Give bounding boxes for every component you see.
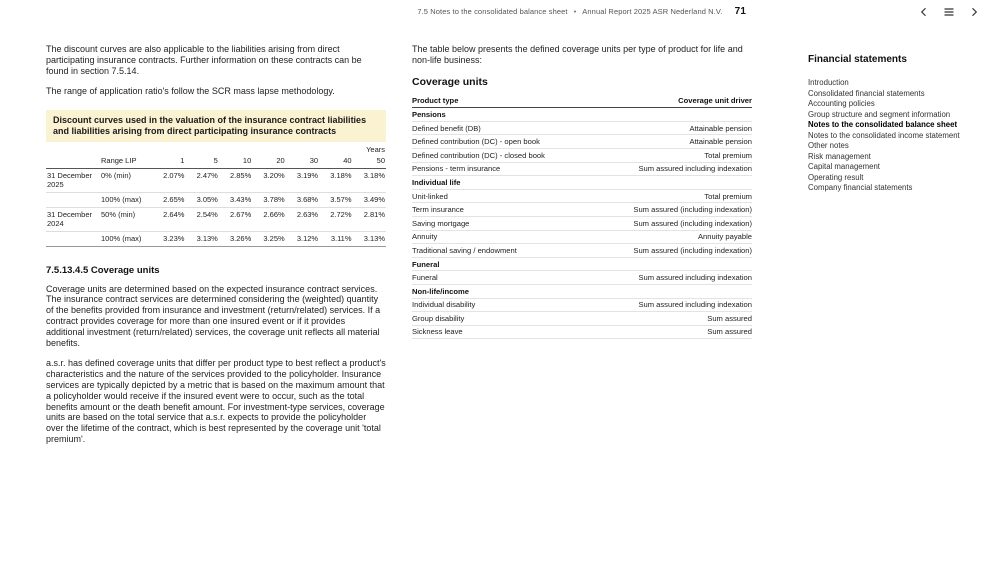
range-lip-header: Range LIP <box>100 154 152 169</box>
chevron-right-icon[interactable] <box>966 4 981 19</box>
coverage-table-row <box>412 162 752 176</box>
coverage-table-row <box>412 189 752 203</box>
coverage-section-row <box>412 176 752 190</box>
coverage-product-cell: Sickness leave <box>412 325 592 339</box>
coverage-section-label: Individual life <box>412 176 752 190</box>
curves-years-row <box>46 142 386 154</box>
coverage-table-row <box>412 203 752 217</box>
sidebar-item-consolidated-financial-statements[interactable]: Consolidated financial statements <box>808 88 925 98</box>
coverage-table-intro: The table below presents the defined coverage units per type of product for life and non-life business: <box>412 44 743 65</box>
curves-year-column-header: 20 <box>252 154 285 169</box>
curves-date-cell: 31 December 2024 <box>46 207 100 231</box>
curves-year-column-header: 40 <box>319 154 352 169</box>
curves-range-cell: 100% (max) <box>100 231 152 246</box>
chapter-title: 7.5 Notes to the consolidated balance sheet <box>417 7 568 16</box>
curves-value-cell: 2.47% <box>185 168 218 192</box>
right-column <box>412 44 752 339</box>
curves-range-cell: 0% (min) <box>100 168 152 192</box>
discount-curves-paragraph: The discount curves are also applicable to the liabilities arising from direct participating insurance contracts. Further information on these contracts can be found in section 7.5.14. <box>46 44 362 76</box>
coverage-product-cell: Defined contribution (DC) - closed book <box>412 148 592 162</box>
empty-cell <box>46 142 152 154</box>
sidebar-item-accounting-policies[interactable]: Accounting policies <box>808 99 875 108</box>
coverage-head-row <box>412 95 752 108</box>
coverage-table-row <box>412 216 752 230</box>
discount-curves-table <box>46 142 386 247</box>
coverage-product-cell: Defined benefit (DB) <box>412 121 592 135</box>
curves-value-cell: 3.13% <box>185 231 218 246</box>
curves-head-row <box>46 154 386 169</box>
separator-bullet: • <box>573 7 577 16</box>
curves-value-cell: 2.65% <box>152 192 185 207</box>
curves-body <box>46 168 386 246</box>
curves-date-cell: 31 December 2025 <box>46 168 100 192</box>
curves-value-cell: 3.23% <box>152 231 185 246</box>
curves-year-column-header: 1 <box>152 154 185 169</box>
coverage-section-row <box>412 257 752 271</box>
coverage-body <box>412 108 752 339</box>
sidebar-item-risk-management[interactable]: Risk management <box>808 151 871 161</box>
curves-value-cell: 3.57% <box>319 192 352 207</box>
years-label: Years <box>366 144 385 154</box>
sidebar-item-notes-to-the-consolidated-income-statement[interactable]: Notes to the consolidated income statement <box>808 130 960 140</box>
coverage-driver-cell: Sum assured <box>592 325 752 339</box>
page-number: 71 <box>734 6 746 17</box>
page-navigation <box>916 4 981 19</box>
curves-date-cell <box>46 231 100 246</box>
coverage-driver-cell: Sum assured including indexation <box>592 271 752 285</box>
curves-value-cell: 2.07% <box>152 168 185 192</box>
chevron-left-icon[interactable] <box>916 4 931 19</box>
curves-table-caption: Discount curves used in the valuation of the insurance contract liabilities and liabilities arising from direct participating insurance contracts <box>46 110 386 142</box>
curves-year-column-header: 5 <box>185 154 218 169</box>
curves-value-cell: 3.18% <box>319 168 352 192</box>
coverage-table-row <box>412 121 752 135</box>
sidebar-item-other-notes[interactable]: Other notes <box>808 141 849 150</box>
curves-table-row <box>46 192 386 207</box>
coverage-table-row <box>412 271 752 285</box>
product-type-header: Product type <box>412 95 592 108</box>
coverage-product-cell: Defined contribution (DC) - open book <box>412 135 592 149</box>
sidebar-item-capital-management[interactable]: Capital management <box>808 162 880 171</box>
coverage-product-cell: Individual disability <box>412 298 592 312</box>
sidebar-item-notes-to-the-consolidated-balance-sheet[interactable]: Notes to the consolidated balance sheet <box>808 120 958 129</box>
coverage-driver-cell: Total premium <box>592 189 752 203</box>
curves-value-cell: 2.66% <box>252 207 285 231</box>
coverage-product-cell: Pensions - term insurance <box>412 162 592 176</box>
curves-year-column-header: 30 <box>286 154 319 169</box>
curves-table-row <box>46 231 386 246</box>
coverage-section-row <box>412 108 752 122</box>
coverage-table-row <box>412 298 752 312</box>
curves-value-cell: 2.64% <box>152 207 185 231</box>
curves-range-cell: 100% (max) <box>100 192 152 207</box>
empty-cell <box>46 154 100 169</box>
coverage-unit-driver-header: Coverage unit driver <box>592 95 752 108</box>
curves-value-cell: 3.68% <box>286 192 319 207</box>
coverage-driver-cell: Attainable pension <box>592 121 752 135</box>
left-column <box>46 44 386 455</box>
coverage-driver-cell: Sum assured (including indexation) <box>592 216 752 230</box>
coverage-section-label: Funeral <box>412 257 752 271</box>
curves-date-cell <box>46 192 100 207</box>
sidebar-item-company-financial-statements[interactable]: Company financial statements <box>808 183 913 192</box>
curves-value-cell: 3.12% <box>286 231 319 246</box>
coverage-driver-cell: Sum assured including indexation <box>592 298 752 312</box>
curves-value-cell: 3.43% <box>219 192 252 207</box>
coverage-product-cell: Unit-linked <box>412 189 592 203</box>
curves-value-cell: 3.78% <box>252 192 285 207</box>
coverage-driver-cell: Annuity payable <box>592 230 752 244</box>
coverage-product-cell: Traditional saving / endowment <box>412 244 592 258</box>
curves-table-row <box>46 207 386 231</box>
sidebar-item-operating-result[interactable]: Operating result <box>808 172 864 182</box>
coverage-table-title: Coverage units <box>412 75 488 88</box>
sidebar-item-group-structure-and-segment-information[interactable]: Group structure and segment information <box>808 109 951 119</box>
report-title: Annual Report 2025 ASR Nederland N.V. <box>582 7 723 16</box>
subsection-heading: 7.5.13.4.5 Coverage units <box>46 264 160 276</box>
menu-icon[interactable] <box>941 4 956 19</box>
coverage-driver-cell: Attainable pension <box>592 135 752 149</box>
sidebar-title: Financial statements <box>808 54 907 65</box>
curves-value-cell: 2.67% <box>219 207 252 231</box>
coverage-product-cell: Annuity <box>412 230 592 244</box>
curves-value-cell: 3.20% <box>252 168 285 192</box>
coverage-units-paragraph-1: Coverage units are determined based on the expected insurance contract services. The insurance contract services are determined considering the (weighted) quantity of the benefits provided from insurance and investment (return/related) services. If a contract provides coverage for more than one insured event or if it provides additional investment (return/related) services, the coverage unit reflects all material benefits. <box>46 283 381 348</box>
curves-value-cell: 3.25% <box>252 231 285 246</box>
financial-statements-sidebar <box>808 54 994 194</box>
coverage-section-label: Pensions <box>412 108 752 122</box>
curves-value-cell: 3.05% <box>185 192 218 207</box>
sidebar-item-introduction[interactable]: Introduction <box>808 78 849 87</box>
coverage-product-cell: Funeral <box>412 271 592 285</box>
curves-value-cell: 2.81% <box>353 207 386 231</box>
coverage-driver-cell: Sum assured <box>592 312 752 326</box>
curves-year-column-header: 50 <box>353 154 386 169</box>
coverage-table-row <box>412 148 752 162</box>
curves-value-cell: 3.18% <box>353 168 386 192</box>
coverage-driver-cell: Sum assured (including indexation) <box>592 203 752 217</box>
coverage-table-row <box>412 325 752 339</box>
curves-table-row <box>46 168 386 192</box>
curves-year-column-header: 10 <box>219 154 252 169</box>
curves-value-cell: 3.13% <box>353 231 386 246</box>
coverage-units-table <box>412 95 752 340</box>
application-ratio-paragraph: The range of application ratio's follow the SCR mass lapse methodology. <box>46 86 335 97</box>
coverage-product-cell: Term insurance <box>412 203 592 217</box>
coverage-driver-cell: Sum assured (including indexation) <box>592 244 752 258</box>
coverage-driver-cell: Sum assured including indexation <box>592 162 752 176</box>
curves-value-cell: 3.26% <box>219 231 252 246</box>
sidebar-list <box>808 78 994 194</box>
curves-value-cell: 2.54% <box>185 207 218 231</box>
curves-value-cell: 3.49% <box>353 192 386 207</box>
curves-value-cell: 3.11% <box>319 231 352 246</box>
coverage-table-row <box>412 230 752 244</box>
curves-value-cell: 2.63% <box>286 207 319 231</box>
coverage-table-row <box>412 312 752 326</box>
coverage-product-cell: Group disability <box>412 312 592 326</box>
coverage-table-row <box>412 135 752 149</box>
coverage-table-row <box>412 244 752 258</box>
curves-value-cell: 3.19% <box>286 168 319 192</box>
coverage-section-row <box>412 284 752 298</box>
breadcrumb <box>0 6 746 17</box>
coverage-units-paragraph-2: a.s.r. has defined coverage units that differ per product type to best reflect a product's characteristics and the nature of the services provided to the policyholder. Insurance services are typically depicted by a metric that is based on the maximum amount that a policyholder would receive if the insured event were to occur, such as the total benefits amount or the death benefit amount. For investment-type services, coverage units are based on the total service that a.s.r. expects to provide the policyholder over the lifetime of the contract, which is best represented by the coverage unit 'total premium'. <box>46 358 386 445</box>
curves-range-cell: 50% (min) <box>100 207 152 231</box>
curves-value-cell: 2.72% <box>319 207 352 231</box>
curves-value-cell: 2.85% <box>219 168 252 192</box>
coverage-driver-cell: Total premium <box>592 148 752 162</box>
coverage-product-cell: Saving mortgage <box>412 216 592 230</box>
coverage-section-label: Non-life/income <box>412 284 752 298</box>
